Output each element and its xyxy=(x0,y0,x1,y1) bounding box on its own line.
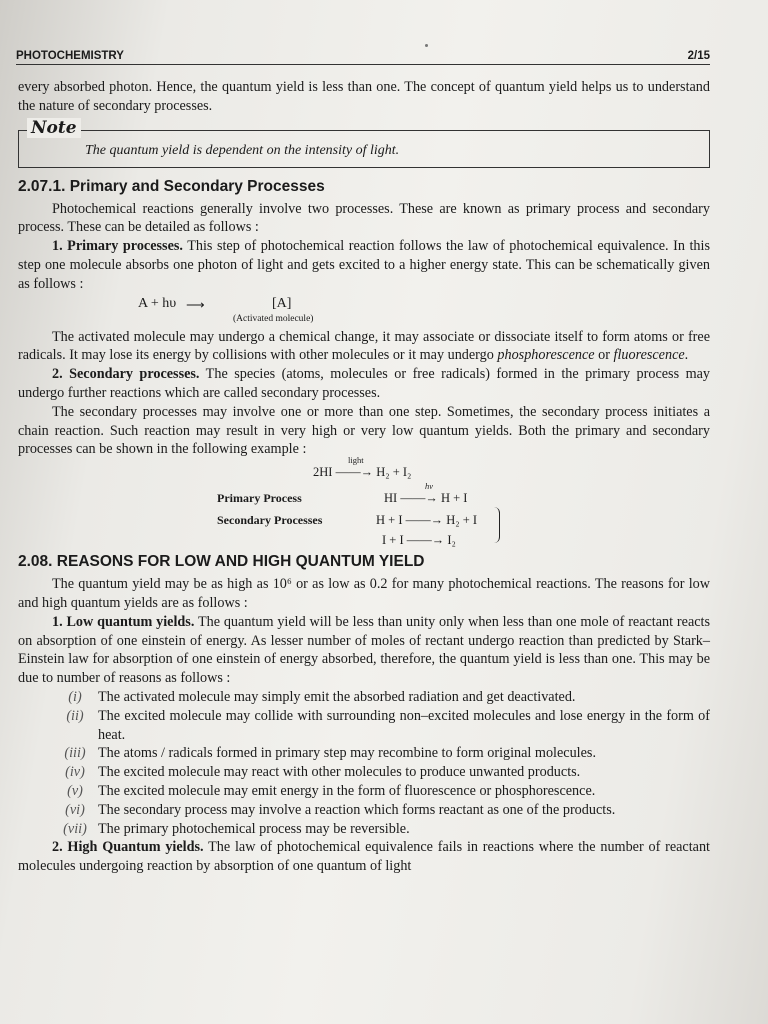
note-text: The quantum yield is dependent on the intensity of light. xyxy=(85,142,400,158)
arrow-label-light: light xyxy=(348,455,364,466)
chapter-title: PHOTOCHEMISTRY xyxy=(16,50,124,62)
paragraph-text: The species (atoms, molecules or free radicals) formed in the primary process may undergo further reactions which are called secondary processes. xyxy=(18,366,711,401)
secondary-reaction-2: I + I ——→ I₂ xyxy=(382,533,456,548)
list-text: The excited molecule may react with other molecules to produce unwanted products. xyxy=(98,764,581,781)
arrow-label-hv: hν xyxy=(425,481,434,492)
page-body xyxy=(18,78,710,876)
list-number: (iv) xyxy=(65,764,85,781)
run-in-heading: 2. Secondary processes. xyxy=(52,366,200,383)
list-item xyxy=(67,782,710,801)
speck xyxy=(425,44,428,47)
paragraph-low-quantum-yields xyxy=(18,613,710,688)
paragraph-text: . xyxy=(684,347,689,364)
section-heading-2-08 xyxy=(18,553,710,571)
list-text: The activated molecule may simply emit the absorbed radiation and get deactivated. xyxy=(98,688,576,705)
running-header xyxy=(16,50,710,65)
list-item xyxy=(68,688,710,707)
note-box xyxy=(18,117,710,168)
secondary-reaction-1: H + I ——→ H₂ + I xyxy=(376,513,478,528)
run-in-heading: 2. High Quantum yields. xyxy=(52,839,204,856)
list-item xyxy=(63,820,710,839)
list-number: (ii) xyxy=(66,707,84,724)
list-text: The excited molecule may collide with surrounding non–excited molecules and lose energy in the form of heat. xyxy=(98,707,710,743)
paragraph-primary-processes xyxy=(18,237,710,293)
primary-process-label: Primary Process xyxy=(217,491,302,506)
section-number: 2.07.1. xyxy=(18,177,66,195)
section-heading-2-07-1 xyxy=(18,178,710,196)
list-number: (vi) xyxy=(65,801,85,818)
section-title: Primary and Secondary Processes xyxy=(69,177,325,195)
section-title: REASONS FOR LOW AND HIGH QUANTUM YIELD xyxy=(56,553,425,571)
run-in-heading: 1. Primary processes. xyxy=(52,238,183,255)
bracket xyxy=(493,507,500,543)
list-number: (iii) xyxy=(64,745,86,762)
paragraph-text: The activated molecule may undergo a chemical change, it may associate or dissociate itself to form atoms or free radicals. It may lose its energy by collisions with other molecules or it may undergo xyxy=(18,328,710,364)
secondary-process-label: Secondary Processes xyxy=(217,513,323,528)
equation-activation xyxy=(18,294,710,328)
list-item xyxy=(66,707,710,745)
overall-reaction: 2HI ——→ H₂ + I₂ xyxy=(313,465,412,480)
section-number: 2.08. xyxy=(18,553,53,571)
paragraph-text: This step of photochemical reaction follows the law of photochemical equivalence. In this step one molecule absorbs one photon of light and gets excited to a higher energy state. This can be schematically given as follows : xyxy=(18,238,710,292)
paragraph: The quantum yield may be as high as 10⁶ or as low as 0.2 for many photochemical reactions. The reasons for low and high quantum yields are as follows : xyxy=(18,576,710,611)
italic-term: phosphorescence xyxy=(497,347,595,364)
paragraph-text: or xyxy=(594,347,614,364)
primary-reaction: HI ——→ H + I xyxy=(384,491,468,506)
italic-term: fluorescence xyxy=(613,347,685,364)
equation-caption: (Activated molecule) xyxy=(233,313,314,324)
equation-lhs: A + hυ xyxy=(138,295,177,311)
paragraph-high-quantum-yields xyxy=(18,838,710,876)
list-item xyxy=(65,763,710,782)
list-item xyxy=(64,744,710,763)
list-item xyxy=(65,801,710,820)
list-number: (vii) xyxy=(63,820,87,837)
equation-product: [A] xyxy=(272,295,292,311)
paragraph: Photochemical reactions generally involve two processes. These are known as primary process and secondary process. These can be detailed as follows : xyxy=(18,200,710,236)
reasons-list xyxy=(18,688,710,838)
list-text: The primary photochemical process may be reversible. xyxy=(98,820,410,837)
reaction-scheme xyxy=(18,455,710,549)
list-text: The atoms / radicals formed in primary step may recombine to form original molecules. xyxy=(98,745,596,762)
paragraph-activated-molecule xyxy=(18,328,710,366)
intro-paragraph: every absorbed photon. Hence, the quantum yield is less than one. The concept of quantum yield helps us to understand the nature of secondary processes. xyxy=(18,79,710,114)
page-number: 2/15 xyxy=(687,50,710,62)
list-text: The excited molecule may emit energy in the form of fluorescence or phosphorescence. xyxy=(98,782,596,799)
list-number: (i) xyxy=(68,688,82,705)
equation-arrow: ⟶ xyxy=(186,296,205,312)
list-text: The secondary process may involve a reaction which forms reactant as one of the products. xyxy=(98,801,616,818)
note-label: Note xyxy=(27,118,81,138)
paragraph-secondary-processes xyxy=(18,365,710,403)
run-in-heading: 1. Low quantum yields. xyxy=(52,613,195,630)
paragraph: The secondary processes may involve one or more than one step. Sometimes, the secondary process initiates a chain reaction. Such reaction may result in very high or very low quantum yields. Both the primary and secondary processes can be shown in the following example : xyxy=(18,403,710,458)
paragraph-text: The law of photochemical equivalence fails in reactions where the number of reactant molecules undergoing reaction by absorption of one quantum of light xyxy=(18,839,710,875)
list-number: (v) xyxy=(67,782,83,799)
paragraph-text: The quantum yield will be less than unity only when less than one mole of reactant reacts on absorption of one einstein of energy. As lesser number of moles of rectant undergo reaction than predicted by Stark–Einstein law for absorption of one einstein of energy absorbed, therefore, the quantum yield is less than one. This may be due to number of reasons as follows : xyxy=(18,613,710,687)
